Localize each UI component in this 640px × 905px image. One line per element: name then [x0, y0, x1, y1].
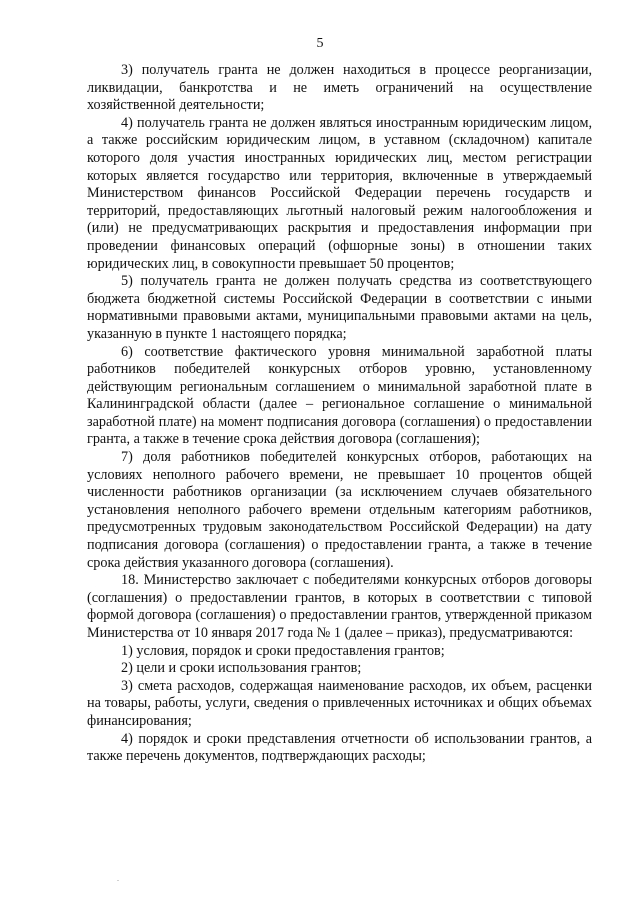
list-item-4: 4) порядок и сроки представления отчетности об использовании грантов, а также перечень документов, подтверждающих расходы;	[87, 730, 592, 765]
scan-mark: .	[117, 874, 119, 883]
paragraph-item-6: 6) соответствие фактического уровня минимальной заработной платы работников победителей конкурсных отборов уровню, установленному действующим региональным соглашением о минимальной заработной плате в Калининградской области (далее – региональное соглашение о минимальной заработной плате) на момент подписания договора (соглашения) о предоставлении гранта, а также в течение срока действия договора (соглашения);	[87, 343, 592, 448]
page-number: 5	[316, 36, 324, 51]
document-body	[87, 62, 592, 766]
list-item-3: 3) смета расходов, содержащая наименование расходов, их объем, расценки на товары, работы, услуги, сведения о привлеченных источниках и общих объемах финансирования;	[87, 677, 592, 729]
list-item-2: 2) цели и сроки использования грантов;	[121, 660, 362, 677]
list-item-1: 1) условия, порядок и сроки предоставления грантов;	[121, 642, 445, 659]
paragraph-item-7: 7) доля работников победителей конкурсных отборов, работающих на условиях неполного рабочего времени, не превышает 10 процентов общей численности работников организации (за исключением случаев обязательного установления неполного рабочего времени отдельным категориям работников, предусмотренных трудовым законодательством Российской Федерации) на дату подписания договора (соглашения) о предоставлении гранта, а также в течение срока действия указанного договора (соглашения).	[87, 449, 592, 571]
paragraph-clause-18: 18. Министерство заключает с победителями конкурсных отборов договоры (соглашения) о предоставлении грантов, в которых в соответствии с типовой формой договора (соглашения) о предоставлении грантов, утвержденной приказом Министерства от 10 января 2017 года № 1 (далее – приказ), предусматриваются:	[87, 572, 592, 641]
paragraph-item-3: 3) получатель гранта не должен находиться в процессе реорганизации, ликвидации, банкротства и не иметь ограничений на осуществление хозяйственной деятельности;	[87, 62, 592, 114]
paragraph-item-5: 5) получатель гранта не должен получать средства из соответствующего бюджета бюджетной системы Российской Федерации в соответствии с иными нормативными правовыми актами, муниципальными правовыми актами на цель, указанную в пункте 1 настоящего порядка;	[87, 273, 592, 342]
paragraph-item-4: 4) получатель гранта не должен являться иностранным юридическим лицом, а также российским юридическим лицом, в уставном (складочном) капитале которого доля участия иностранных юридических лиц, местом регистрации которых является государство или территория, включенные в утверждаемый Министерством финансов Российской Федерации перечень государств и территорий, предоставляющих льготный налоговый режим налогообложения и (или) не предусматривающих раскрытия и предоставления информации при проведении финансовых операций (офшорные зоны) в отношении таких юридических лиц, в совокупности превышает 50 процентов;	[87, 114, 592, 272]
